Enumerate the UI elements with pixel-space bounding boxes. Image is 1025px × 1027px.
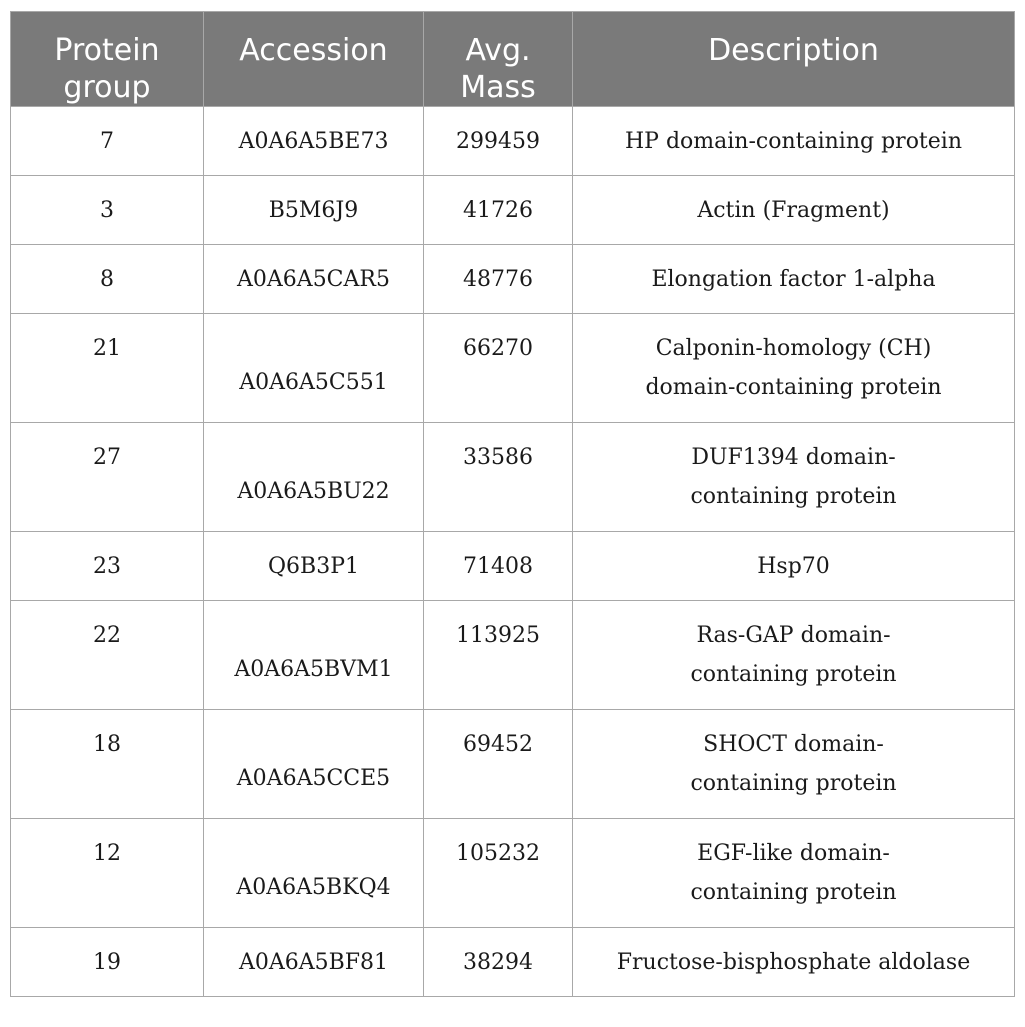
cell-avg-mass: 48776 [424,245,573,314]
table-row [11,601,1015,710]
description-line: SHOCT domain- [703,732,884,757]
table-row [11,710,1015,819]
cell-avg-mass: 71408 [424,532,573,601]
table-row [11,928,1015,997]
cell-protein-group: 22 [11,601,204,710]
cell-accession: A0A6A5BF81 [204,928,424,997]
cell-description [573,245,1015,314]
header-protein-group-line1: Protein [54,33,160,68]
cell-accession: A0A6A5CCE5 [204,710,424,819]
cell-accession: A0A6A5BU22 [204,423,424,532]
description-line: containing protein [690,484,897,509]
description-line: containing protein [690,771,897,796]
cell-protein-group: 23 [11,532,204,601]
description-line: HP domain-containing protein [624,128,962,154]
cell-avg-mass: 33586 [424,423,573,532]
cell-accession: A0A6A5BE73 [204,107,424,176]
cell-accession: Q6B3P1 [204,532,424,601]
table-body [11,107,1015,997]
cell-protein-group: 27 [11,423,204,532]
cell-protein-group: 18 [11,710,204,819]
header-protein-group [11,12,204,107]
description-line: Actin (Fragment) [697,197,890,223]
header-protein-group-line2: group [63,70,151,105]
cell-accession: B5M6J9 [204,176,424,245]
cell-protein-group: 7 [11,107,204,176]
cell-avg-mass: 105232 [424,819,573,928]
table-row [11,532,1015,601]
table-row [11,107,1015,176]
description-line: domain-containing protein [645,375,942,400]
header-avg-mass [424,12,573,107]
cell-accession: A0A6A5CAR5 [204,245,424,314]
cell-description [573,314,1015,423]
cell-avg-mass: 113925 [424,601,573,710]
cell-protein-group: 12 [11,819,204,928]
cell-description [573,107,1015,176]
description-line: Hsp70 [757,553,830,579]
cell-avg-mass: 66270 [424,314,573,423]
table-row [11,819,1015,928]
table-row [11,176,1015,245]
description-line: Fructose-bisphosphate aldolase [616,949,971,975]
header-avg-mass-line1: Avg. [465,33,531,68]
cell-description [573,928,1015,997]
header-description: Description [573,12,1015,107]
cell-avg-mass: 38294 [424,928,573,997]
cell-description [573,423,1015,532]
description-line: EGF-like domain- [697,841,890,866]
cell-protein-group: 3 [11,176,204,245]
cell-description [573,710,1015,819]
cell-protein-group: 19 [11,928,204,997]
header-avg-mass-line2: Mass [460,70,536,105]
table-row [11,314,1015,423]
cell-description [573,532,1015,601]
description-line: containing protein [690,662,897,687]
cell-accession: A0A6A5C551 [204,314,424,423]
header-accession: Accession [204,12,424,107]
cell-avg-mass: 69452 [424,710,573,819]
cell-avg-mass: 41726 [424,176,573,245]
cell-description [573,176,1015,245]
cell-description [573,601,1015,710]
description-line: Calponin-homology (CH) [655,336,932,361]
description-line: DUF1394 domain- [691,445,896,470]
cell-description [573,819,1015,928]
table-row [11,423,1015,532]
cell-avg-mass: 299459 [424,107,573,176]
table-row [11,245,1015,314]
cell-protein-group: 8 [11,245,204,314]
cell-accession: A0A6A5BKQ4 [204,819,424,928]
description-line: Ras-GAP domain- [696,623,891,648]
table-header [11,12,1015,107]
header-row [11,12,1015,107]
description-line: Elongation factor 1-alpha [651,266,936,292]
description-line: containing protein [690,880,897,905]
cell-protein-group: 21 [11,314,204,423]
protein-table [10,11,1015,997]
cell-accession: A0A6A5BVM1 [204,601,424,710]
